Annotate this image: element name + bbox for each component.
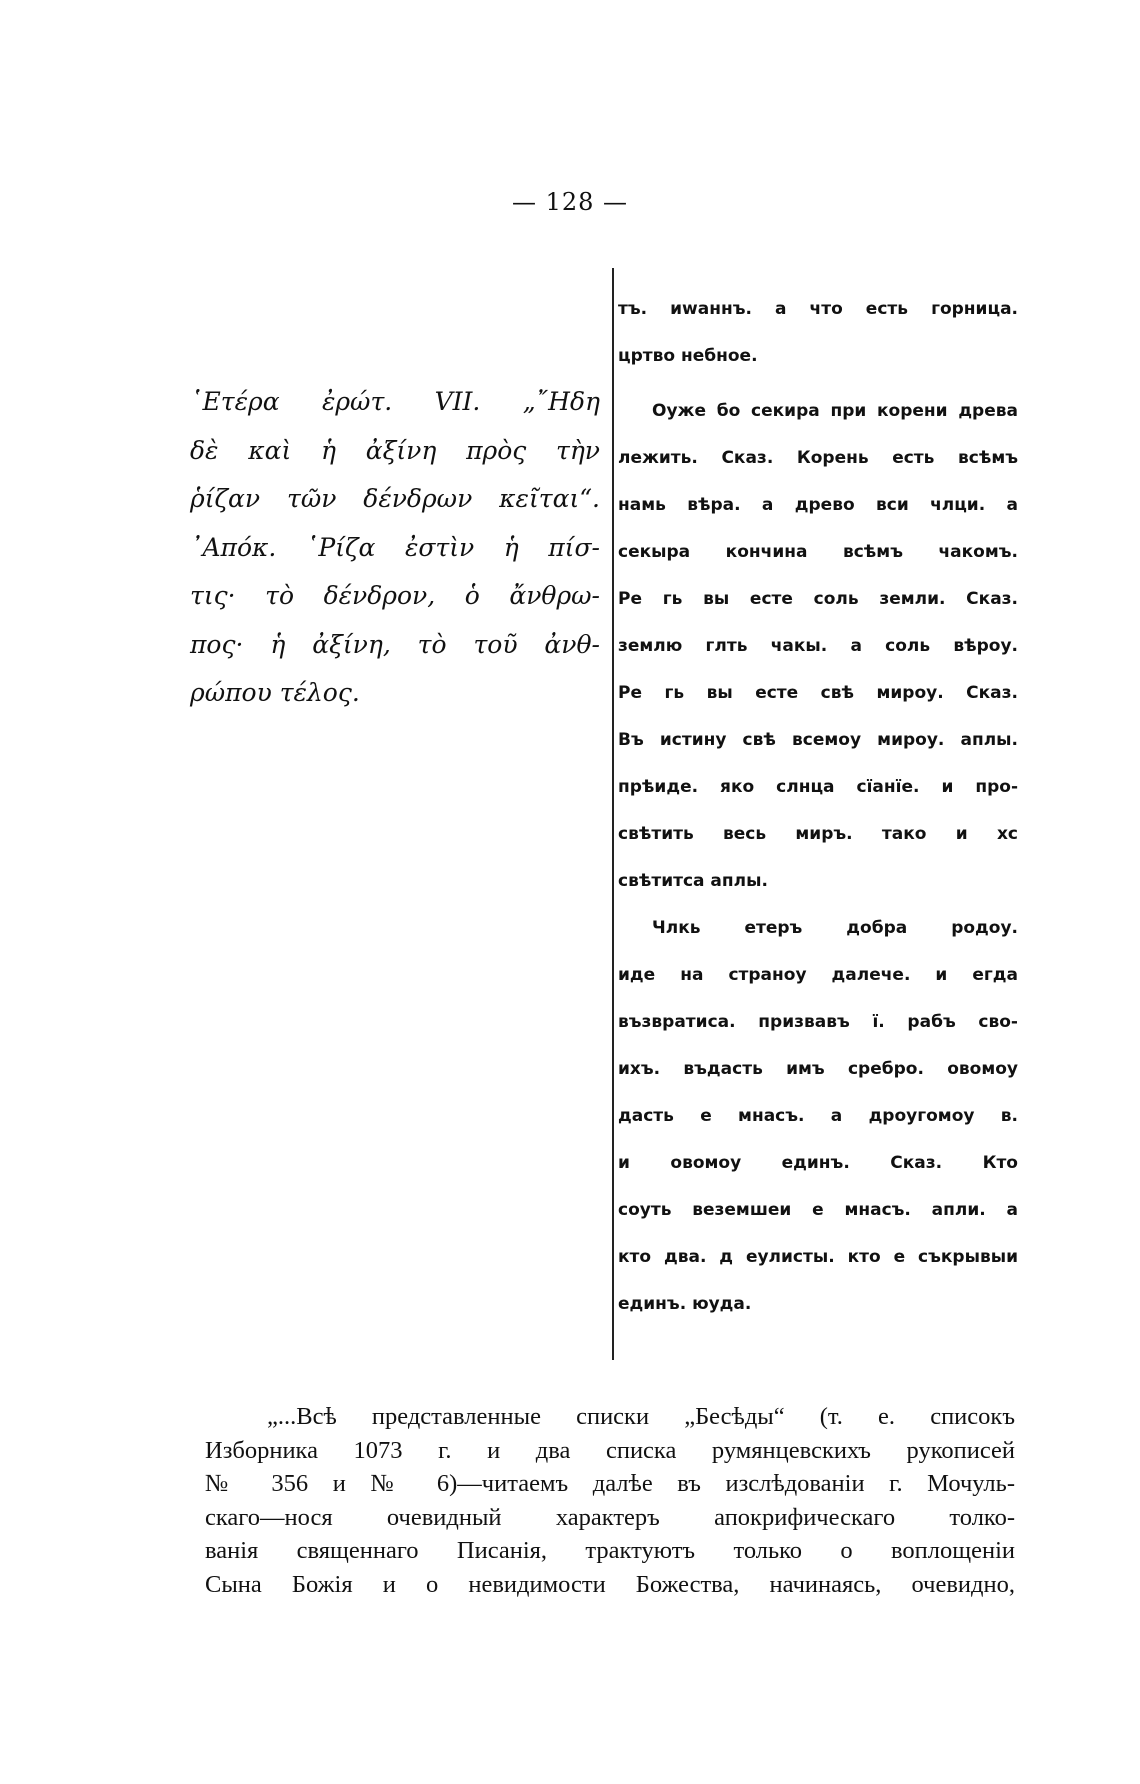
slavonic-line: дасть е мнасъ. а дроугомоу в. [618, 1106, 1018, 1126]
slavonic-line: Оуже бо секира при корени древа [652, 401, 1018, 421]
russian-line: „...Всѣ представленные списки „Бесѣды“ (т. е. списокъ [267, 1403, 1015, 1430]
slavonic-line: намь вѣра. а древо вси члци. а [618, 495, 1018, 515]
slavonic-line: землю глть чакы. а соль вѣроу. [618, 636, 1018, 656]
slavonic-line: прѣиде. яко слнца сїанїе. и про- [618, 777, 1018, 797]
slavonic-line: и овомоу единъ. Сказ. Кто [618, 1153, 1018, 1173]
greek-line: ῾Ετέρα ἐρώτ. VII. „῎Ηδη [190, 387, 600, 416]
greek-line: ρώπου τέλος. [190, 678, 360, 707]
slavonic-column [618, 286, 1018, 1328]
russian-line: ванія священнаго Писанія, трактуютъ только о воплощеніи [205, 1537, 1015, 1564]
slavonic-line: възвратиса. призвавъ ї. рабъ сво- [618, 1012, 1018, 1032]
greek-line: ῥίζαν τῶν δένδρων κεῖται“. [190, 484, 600, 513]
column-divider [612, 268, 614, 1360]
slavonic-line: Ре гь вы есте свѣ мироу. Сказ. [618, 683, 1018, 703]
russian-line: Сына Божія и о невидимости Божества, начинаясь, очевидно, [205, 1570, 1015, 1598]
greek-line: δὲ καὶ ἡ ἀξίνη πρὸς τὴν [190, 435, 600, 465]
slavonic-line: соуть веземшеи е мнасъ. апли. а [618, 1200, 1018, 1220]
slavonic-line: свѣтить весь миръ. тако и хс [618, 824, 1018, 844]
slavonic-line: лежить. Сказ. Корень есть всѣмъ [618, 448, 1018, 468]
slavonic-line: Въ истину свѣ всемоу мироу. аплы. [618, 730, 1018, 750]
slavonic-line: Ре гь вы есте соль земли. Сказ. [618, 589, 1018, 609]
slavonic-line: Члкь етеръ добра родоу. [652, 918, 1018, 938]
slavonic-line: тъ. иwаннъ. а что есть горница. [618, 299, 1018, 319]
greek-line: τις· τὸ δένδρον, ὁ ἄνθρω- [190, 581, 600, 610]
russian-line: скаго—нося очевидный характеръ апокрифическаго толко- [205, 1503, 1015, 1531]
slavonic-line: цртво небное. [618, 346, 758, 366]
greek-line: ᾿Απόκ. ῾Ρίζα ἐστὶν ἡ πίσ- [190, 532, 600, 562]
russian-line: № 356 и № 6)—читаемъ далѣе въ изслѣдованіи г. Мочуль- [205, 1470, 1015, 1497]
slavonic-line: единъ. юуда. [618, 1294, 752, 1314]
russian-line: Изборника 1073 г. и два списка румянцевскихъ рукописей [205, 1436, 1015, 1464]
slavonic-line: иде на страноу далече. и егда [618, 965, 1018, 985]
slavonic-line: ихъ. въдасть имъ сребро. овомоу [618, 1059, 1018, 1079]
slavonic-line: секыра кончина всѣмъ чакомъ. [618, 542, 1018, 562]
slavonic-line: кто два. д еулисты. кто е съкрывыи [618, 1247, 1018, 1267]
page-number: — 128 — [511, 188, 629, 216]
russian-paragraph [205, 1400, 1015, 1601]
greek-line: πος· ἡ ἀξίνη, τὸ τοῦ ἀνθ- [190, 629, 600, 659]
slavonic-line: свѣтитса аплы. [618, 871, 768, 891]
greek-column [190, 378, 600, 718]
